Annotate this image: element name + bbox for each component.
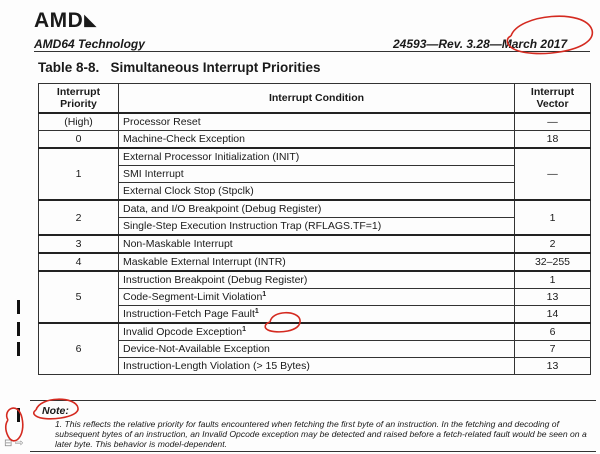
header-rule <box>34 51 590 52</box>
viewer-toolbar[interactable]: ⊟ ⇨ <box>4 438 24 449</box>
vector-cell: — <box>515 113 591 131</box>
vector-cell: 6 <box>515 323 591 341</box>
vector-cell: — <box>515 148 591 200</box>
condition-cell: Instruction Breakpoint (Debug Register) <box>119 271 515 289</box>
amd-arrow-icon: ◣ <box>84 12 97 29</box>
margin-circle <box>6 408 23 441</box>
condition-cell: External Processor Initialization (INIT) <box>119 148 515 166</box>
vector-cell: 2 <box>515 235 591 253</box>
footnote-marker: 1 <box>262 291 267 298</box>
table-row <box>39 235 591 253</box>
priority-cell: 2 <box>39 200 119 235</box>
condition-text: Instruction-Fetch Page Fault <box>123 308 255 320</box>
change-bar <box>17 408 20 422</box>
condition-cell: External Clock Stop (Stpclk) <box>119 183 515 201</box>
priority-cell: 4 <box>39 253 119 271</box>
header-right: 24593—Rev. 3.28—March 2017 <box>393 37 568 51</box>
change-bar <box>17 322 20 336</box>
condition-cell: Single-Step Execution Instruction Trap (RFLAGS.TF=1) <box>119 218 515 236</box>
vector-cell: 18 <box>515 131 591 149</box>
column-header-vector: Interrupt Vector <box>515 84 591 114</box>
condition-cell: SMI Interrupt <box>119 166 515 183</box>
priority-cell: 0 <box>39 131 119 149</box>
vector-cell: 13 <box>515 358 591 375</box>
vector-cell: 13 <box>515 289 591 306</box>
condition-cell: Device-Not-Available Exception <box>119 341 515 358</box>
vector-cell: 1 <box>515 271 591 289</box>
vector-cell: 32–255 <box>515 253 591 271</box>
vector-cell: 14 <box>515 306 591 324</box>
table-row <box>39 358 591 375</box>
change-bar <box>17 342 20 356</box>
table-header-row <box>39 84 591 114</box>
table-row <box>39 323 591 341</box>
table-row <box>39 271 591 289</box>
priority-cell: (High) <box>39 113 119 131</box>
table-row <box>39 131 591 149</box>
priority-cell: 1 <box>39 148 119 200</box>
amd-logo: AMD◣ <box>34 9 97 32</box>
table-row <box>39 306 591 324</box>
condition-cell: Maskable External Interrupt (INTR) <box>119 253 515 271</box>
condition-text: Invalid Opcode Exception <box>123 326 243 338</box>
condition-cell <box>119 323 515 341</box>
table-row <box>39 113 591 131</box>
priority-cell: 5 <box>39 271 119 323</box>
vector-cell: 7 <box>515 341 591 358</box>
table-row <box>39 289 591 306</box>
table-row <box>39 148 591 166</box>
condition-cell <box>119 306 515 324</box>
condition-cell: Processor Reset <box>119 113 515 131</box>
table-row <box>39 200 591 218</box>
note-label: Note: <box>42 405 69 417</box>
column-header-priority: Interrupt Priority <box>39 84 119 114</box>
footnote-marker: 1 <box>242 326 246 333</box>
table-row <box>39 218 591 236</box>
condition-text: Code-Segment-Limit Violation <box>123 291 263 303</box>
interrupt-priority-table <box>38 83 591 375</box>
table-row <box>39 166 591 183</box>
change-bar <box>17 300 20 314</box>
footnote-marker: 1 <box>254 308 259 315</box>
table-row <box>39 341 591 358</box>
table-row <box>39 183 591 201</box>
note-text: 1. This reflects the relative priority for faults encountered when fetching the first byte of an instruction. In the fetching and decoding of subsequent bytes of an instruction, an Invalid Opcode exception may be detected and raised before a fetch-related fault would be seen on a later byte. This behavior is model-dependent. <box>55 419 587 449</box>
note-box <box>30 400 596 452</box>
table-title: Table 8-8. Simultaneous Interrupt Priorities <box>38 60 321 75</box>
table-row <box>39 253 591 271</box>
condition-cell <box>119 289 515 306</box>
condition-cell: Machine-Check Exception <box>119 131 515 149</box>
header-left: AMD64 Technology <box>34 37 145 51</box>
column-header-condition: Interrupt Condition <box>119 84 515 114</box>
condition-cell: Non-Maskable Interrupt <box>119 235 515 253</box>
priority-cell: 6 <box>39 323 119 375</box>
vector-cell: 1 <box>515 200 591 235</box>
condition-cell: Instruction-Length Violation (> 15 Bytes) <box>119 358 515 375</box>
condition-cell: Data, and I/O Breakpoint (Debug Register) <box>119 200 515 218</box>
priority-cell: 3 <box>39 235 119 253</box>
